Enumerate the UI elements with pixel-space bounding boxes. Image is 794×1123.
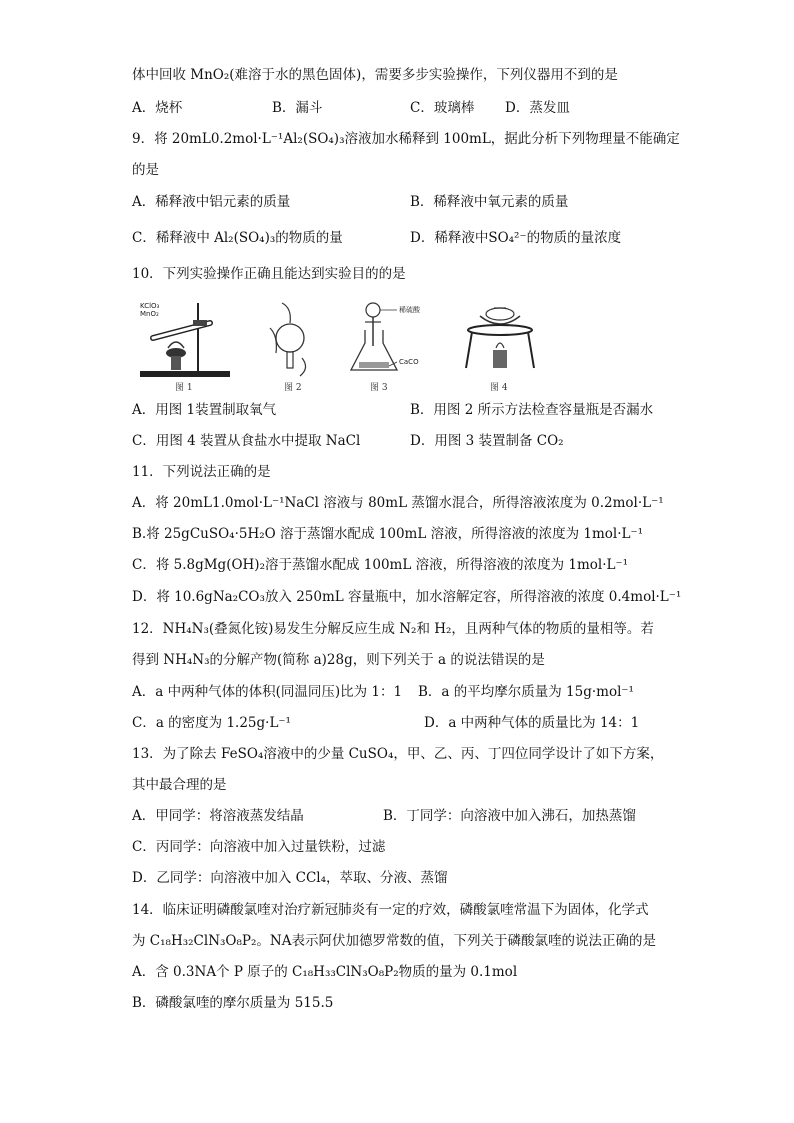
q13-stem-line1: 13．为了除去 FeSO₄溶液中的少量 CuSO₄，甲、乙、丙、丁四位同学设计了如下方案， [132,746,664,762]
figure-4-apparatus [460,298,540,380]
q10-option-c: C．用图 4 装置从食盐水中提取 NaCl [132,433,361,449]
q8-option-c: C．玻璃棒 [410,100,475,116]
q11-stem: 11．下列说法正确的是 [132,464,271,480]
q8-option-a: A．烧杯 [132,100,183,116]
q13-option-c: C．丙同学：向溶液中加入过量铁粉，过滤 [132,839,386,855]
figure-3-label-acid: 稀硫酸 [399,306,420,314]
q13-stem-line2: 其中最合理的是 [132,777,227,793]
q12-option-c: C．a 的密度为 1.25g·L⁻¹ [132,715,291,731]
figure-1-caption: 图 1 [175,383,193,393]
q10-stem: 10．下列实验操作正确且能达到实验目的的是 [132,266,406,282]
q14-stem-line1: 14．临床证明磷酸氯喹对治疗新冠肺炎有一定的疗效，磷酸氯喹常温下为固体，化学式 [132,902,649,918]
figure-4-caption: 图 4 [490,383,508,393]
q14-stem-line2: 为 C₁₈H₃₂ClN₃O₈P₂。NA表示阿伏加德罗常数的值，下列关于磷酸氯喹的说法正确的是 [132,933,656,949]
q8-option-b: B．漏斗 [272,100,323,116]
q12-option-b: B．a 的平均摩尔质量为 15g·mol⁻¹ [418,684,634,700]
q8-stem-tail: 体中回收 MnO₂(难溶于水的黑色固体)，需要多步实验操作，下列仪器用不到的是 [132,67,618,83]
q9-option-d: D．稀释液中SO₄²⁻的物质的量浓度 [410,230,622,246]
q12-stem-line1: 12．NH₄N₃(叠氮化铵)易发生分解反应生成 N₂和 H₂，且两种气体的物质的量相等。若 [132,621,654,637]
q13-option-b: B．丁同学：向溶液中加入沸石，加热蒸馏 [383,808,636,824]
q14-option-b: B．磷酸氯喹的摩尔质量为 515.5 [132,995,334,1011]
q9-stem-line2: 的是 [132,162,159,178]
q14-option-a: A．含 0.3NA个 P 原子的 C₁₈H₃₃ClN₃O₈P₂物质的量为 0.1mol [132,964,518,980]
q11-option-a: A．将 20mL1.0mol·L⁻¹NaCl 溶液与 80mL 蒸馏水混合，所得溶液浓度为 0.2mol·L⁻¹ [132,495,664,511]
figure-1-label-kclo3: KClO₃ [140,302,160,310]
q12-option-a: A．a 中两种气体的体积(同温同压)比为 1：1 [132,684,403,700]
q10-option-a: A．用图 1装置制取氧气 [132,402,277,418]
q11-option-b: B.将 25gCuSO₄·5H₂O 溶于蒸馏水配成 100mL 溶液，所得溶液的浓度为 1mol·L⁻¹ [132,526,644,542]
q9-stem-line1: 9．将 20mL0.2mol·L⁻¹Al₂(SO₄)₃溶液加水稀释到 100mL，据此分析下列物理量不能确定 [132,131,680,147]
q12-option-d: D．a 中两种气体的质量比为 14：1 [424,715,640,731]
q10-option-d: D．用图 3 装置制备 CO₂ [410,433,564,449]
figure-2-caption: 图 2 [284,383,302,393]
q8-option-d: D．蒸发皿 [505,100,570,116]
q11-option-c: C．将 5.8gMg(OH)₂溶于蒸馏水配成 100mL 溶液，所得溶液的浓度为 1mol·L⁻¹ [132,557,629,573]
figure-3-caption: 图 3 [370,383,388,393]
q12-stem-line2: 得到 NH₄N₃的分解产物(简称 a)28g，则下列关于 a 的说法错误的是 [132,652,545,668]
q9-option-a: A．稀释液中铝元素的质量 [132,194,291,210]
q9-option-c: C．稀释液中 Al₂(SO₄)₃的物质的量 [132,230,343,246]
q11-option-d: D．将 10.6gNa₂CO₃放入 250mL 容量瓶中，加水溶解定容，所得溶液的浓度 0.4mol·L⁻¹ [132,589,682,605]
q9-option-b: B．稀释液中氧元素的质量 [410,194,569,210]
figure-2-apparatus [262,298,322,380]
figure-1-label-mno2: MnO₂ [140,310,159,318]
q10-option-b: B．用图 2 所示方法检查容量瓶是否漏水 [410,402,654,418]
figure-3-apparatus [345,298,435,380]
q13-option-a: A．甲同学：将溶液蒸发结晶 [132,808,304,824]
figure-1-apparatus [138,298,233,380]
figure-3-label-solid: CaCO [399,358,419,366]
q13-option-d: D．乙同学：向溶液中加入 CCl₄，萃取、分液、蒸馏 [132,870,448,886]
